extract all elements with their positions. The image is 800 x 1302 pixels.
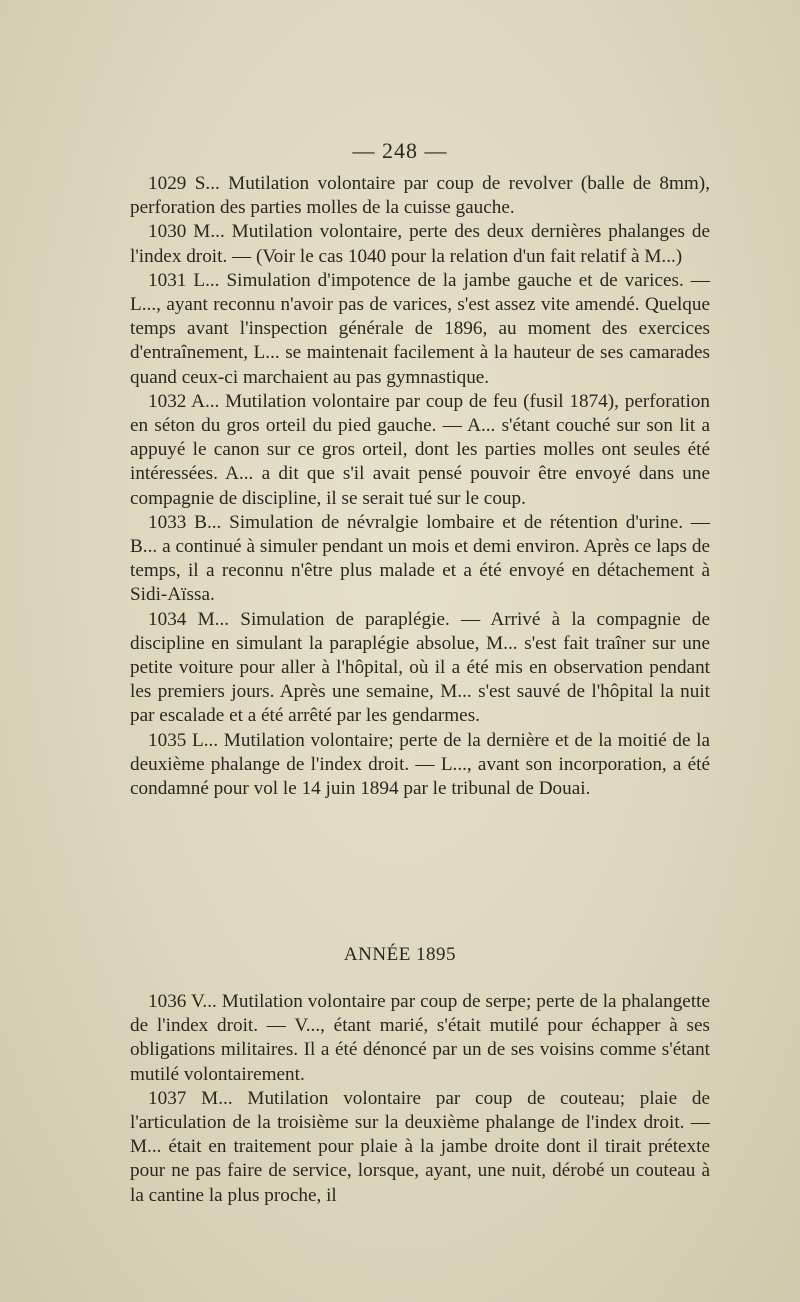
case-1031: 1031 L... Simulation d'impotence de la jambe gauche et de varices. — L..., ayant reconnu n'avoir pas de varices, s'est assez vite amendé. Quelque temps avant l'inspection générale de 1896, au moment des exercices d'entraînement, L... se maintenait facilement à la hauteur de ses camarades quand ceux-ci marchaient au pas gymnastique. [130, 269, 710, 388]
case-1037: 1037 M... Mutilation volontaire par coup de couteau; plaie de l'articulation de la troisième sur la deuxième phalange de l'index droit. — M... était en traitement pour plaie à la jambe droite dont il tirait prétexte pour ne pas faire de service, lorsque, ayant, une nuit, dérobé un couteau à la cantine la plus proche, il [130, 1087, 710, 1206]
case-1030: 1030 M... Mutilation volontaire, perte des deux dernières phalanges de l'index droit. — (Voir le cas 1040 pour la relation d'un fait relatif à M...) [130, 221, 710, 267]
page-number: — 248 — [352, 138, 448, 163]
case-1034: 1034 M... Simulation de paraplégie. — Arrivé à la compagnie de discipline en simulant la paraplégie absolue, M... s'est fait traîner sur une petite voiture pour aller à l'hôpital, où il a été mis en observation pendant les premiers jours. Après une semaine, M... s'est sauvé de l'hôpital la nuit par escalade et a été arrêté par les gendarmes. [130, 608, 710, 727]
case-1036: 1036 V... Mutilation volontaire par coup de serpe; perte de la phalangette de l'index droit. — V..., étant marié, s'était mutilé pour échapper à ses obligations militaires. Il a été dénoncé par un de ses voisins comme s'étant mutilé volontairement. [130, 991, 710, 1085]
case-list-bottom [130, 990, 710, 1208]
case-list-top [130, 172, 710, 801]
case-1033: 1033 B... Simulation de névralgie lombaire et de rétention d'urine. — B... a continué à simuler pendant un mois et demi environ. Après ce laps de temps, il a reconnu n'être plus malade et a été envoyé en détachement à Sidi-Aïssa. [130, 511, 710, 606]
case-1035: 1035 L... Mutilation volontaire; perte de la dernière et de la moitié de la deuxième phalange de l'index droit. — L..., avant son incorporation, a été condamné pour vol le 14 juin 1894 par le tribunal de Douai. [130, 729, 710, 800]
section-heading-year: ANNÉE 1895 [343, 944, 457, 965]
case-1029: 1029 S... Mutilation volontaire par coup de revolver (balle de 8mm), perforation des parties molles de la cuisse gauche. [130, 173, 710, 219]
case-1032: 1032 A... Mutilation volontaire par coup de feu (fusil 1874), perforation en séton du gros orteil du pied gauche. — A... s'étant couché sur son lit a appuyé le canon sur ce gros orteil, dont les parties molles ont seules été intéressées. A... a dit que s'il avait pensé pouvoir être envoyé dans une compagnie de discipline, il se serait tué sur le coup. [130, 390, 710, 509]
